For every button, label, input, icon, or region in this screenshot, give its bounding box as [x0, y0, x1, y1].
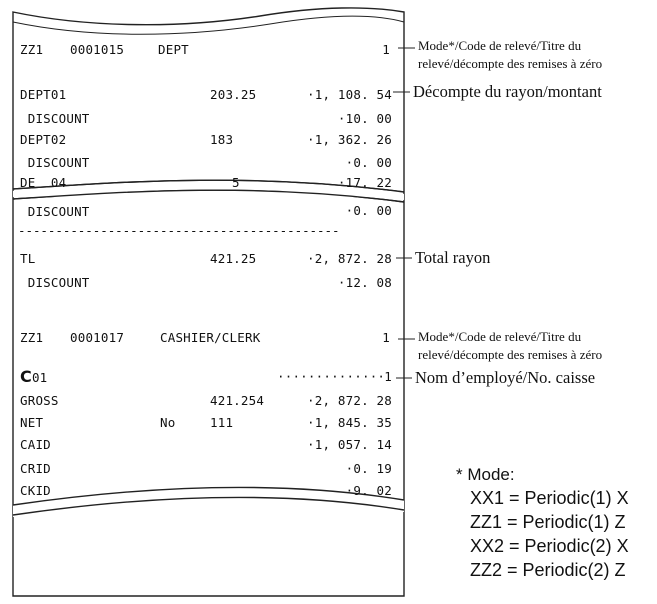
dept-row-name: DEPT01 [20, 87, 67, 102]
dept-row-name: DEPT02 [20, 132, 67, 147]
dept-header-zz: ZZ1 [20, 42, 44, 57]
total-row-qty: 421.25 [210, 251, 257, 266]
clerk-c-glyph: C [20, 367, 32, 386]
cashier-row-amount: ·1, 845. 35 [307, 415, 392, 430]
dept-row-amount: ·1, 362. 26 [307, 132, 392, 147]
dept-row-amount: ·0. 00 [345, 155, 392, 170]
total-row-amount: ·12. 08 [337, 275, 392, 290]
cashier-header-zz: ZZ1 [20, 330, 44, 345]
dept-header-count: 1 [382, 42, 390, 57]
dept-header-title: DEPT [158, 42, 189, 57]
annotation-line: Mode*/Code de relevé/Titre du [418, 329, 582, 344]
dashed-separator: ------------------------------------------- [18, 223, 340, 238]
cashier-row-qty: 111 [210, 415, 234, 430]
dept-row-amount: ·17. 22 [337, 175, 392, 190]
annotation-mode-header-1 [418, 37, 602, 73]
total-row-amount: ·2, 872. 28 [307, 251, 392, 266]
top-wave-inner [13, 16, 404, 34]
dept-row-name: DISCOUNT [20, 204, 90, 219]
cashier-header-count: 1 [382, 330, 390, 345]
cashier-row-amount: ·9. 02 [345, 483, 392, 498]
mode-legend-title: * Mode: [456, 465, 515, 484]
cashier-row-name: NET [20, 415, 44, 430]
annotation-line: relevé/décompte des remises à zéro [418, 347, 603, 362]
dept-row-amount: ·10. 00 [337, 111, 392, 126]
cashier-row-name: GROSS [20, 393, 59, 408]
cashier-header-title: CASHIER/CLERK [160, 330, 261, 345]
cashier-row-amount: ·0. 19 [345, 461, 392, 476]
cashier-row-name: CRID [20, 461, 51, 476]
dept-row-name: DISCOUNT [20, 111, 90, 126]
annotation-line: Mode*/Code de relevé/Titre du [418, 38, 582, 53]
cashier-row-amount: ·1, 057. 14 [307, 437, 392, 452]
cashier-row-name: CAID [20, 437, 51, 452]
cashier-row-name: CKID [20, 483, 51, 498]
mode-legend-line: XX2 = Periodic(2) X [470, 536, 629, 556]
dept-row-qty: 203.25 [210, 87, 257, 102]
clerk-number: 01 [31, 370, 48, 385]
cashier-row-amount: ·2, 872. 28 [307, 393, 392, 408]
total-row-name: DISCOUNT [20, 275, 90, 290]
annotation-total-dept: Total rayon [415, 248, 491, 267]
dept-row-amount: ·1, 108. 54 [307, 87, 392, 102]
dept-row-amount: ·0. 00 [345, 203, 392, 218]
dept-row-name: DE 04 [20, 175, 67, 190]
clerk-dots: ·············· [277, 369, 386, 384]
clerk-id [20, 367, 48, 386]
dept-row-qty: 5 [232, 175, 240, 190]
mode-legend [456, 464, 629, 582]
annotation-dept-count: Décompte du rayon/montant [413, 82, 602, 101]
annotation-clerk-name: Nom d’employé/No. caisse [415, 368, 596, 387]
clerk-count: 1 [384, 369, 392, 384]
dept-header-code: 0001015 [70, 42, 125, 57]
cashier-row-qty: 421.254 [210, 393, 265, 408]
cashier-header-code: 0001017 [70, 330, 125, 345]
cashier-row-mid: No [160, 415, 176, 430]
total-row-name: TL [20, 251, 36, 266]
annotation-mode-header-2 [418, 328, 602, 364]
mode-legend-line: ZZ2 = Periodic(2) Z [470, 560, 626, 580]
mode-legend-line: ZZ1 = Periodic(1) Z [470, 512, 626, 532]
dept-row-qty: 183 [210, 132, 234, 147]
dept-row-name: DISCOUNT [20, 155, 90, 170]
annotation-line: relevé/décompte des remises à zéro [418, 56, 603, 71]
mode-legend-line: XX1 = Periodic(1) X [470, 488, 629, 508]
